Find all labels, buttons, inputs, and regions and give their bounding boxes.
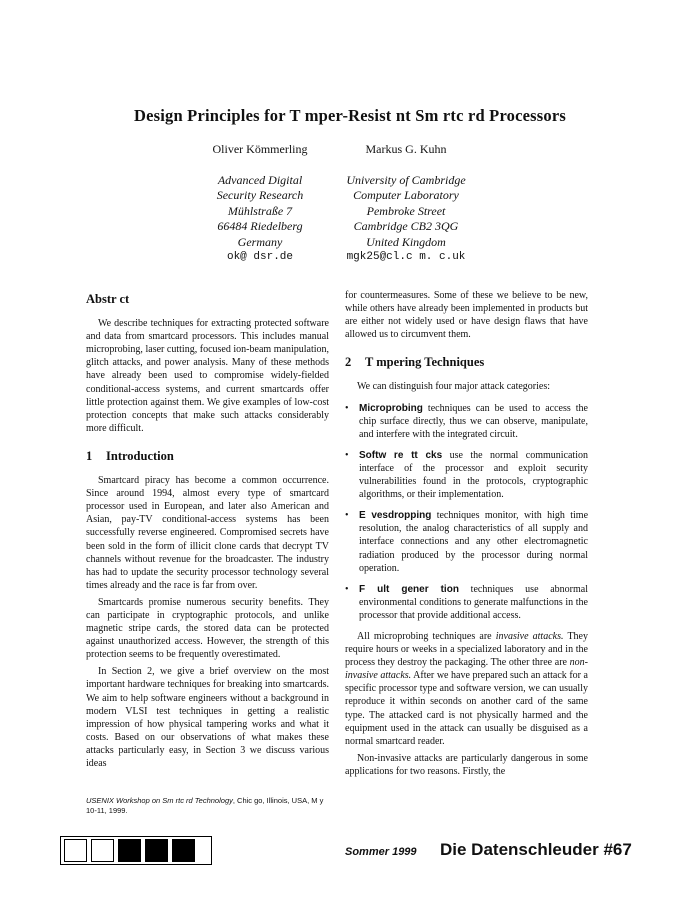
section-title: Introduction	[106, 448, 174, 463]
paragraph: Smartcard piracy has become a common occurrence. Since around 1994, almost every type of smartcard processor used in European, and later also American and Asian, pay-TV conditional-access systems has been successfully reverse engineered. Compromised secrets have been sold in the form of illicit clone cards that decrypt TV channels without revenue for the broadcaster. The industry has had to update the security processor technology several times already and the race is far from over.	[86, 475, 329, 591]
filled-square-icon	[172, 839, 195, 862]
paragraph: We can distinguish four major attack categories:	[357, 381, 551, 393]
paragraph: for countermeasures. Some of these we believe to be new, while others have already been implemented in products but are either not widely used or have design flaws that have allowed us to circumvent them.	[345, 290, 588, 341]
list-term: E vesdropping	[359, 510, 432, 522]
abstract-heading: Abstr ct	[86, 292, 130, 306]
list-item	[345, 449, 588, 501]
affiliation-line: Computer Laboratory	[353, 188, 459, 202]
list-text: use the normal communication interface of the processor and exploit security vulnerabilities found in the protocols, cryptographic algorithms, or their implementation.	[359, 449, 588, 501]
right-column	[345, 289, 588, 778]
text-run: They require hours or weeks in a specialized laboratory and in the process they destroy the packaging. The other three are	[345, 630, 588, 669]
bullet-icon: •	[345, 583, 349, 595]
author-block-1	[190, 142, 330, 266]
affiliation-line: Security Research	[216, 188, 304, 202]
affiliation-line: Pembroke Street	[366, 203, 446, 218]
attack-category-list	[345, 402, 588, 622]
text-run: After we have prepared such an attack for a specific processor type and software version, we can usually reproduce it within seconds on another card of the same type. The attacked card is not physically harmed and the equipment used in the attack can usually be disguised as a normal smartcard reader.	[345, 670, 588, 747]
author-name: Markus G. Kuhn	[365, 142, 447, 156]
affiliation-line: Germany	[237, 234, 283, 249]
list-text: techniques can be used to access the chip surface directly, thus we can observe, manipulate, and interfere with the integrated circuit.	[359, 402, 588, 440]
paragraph: In Section 2, we give a brief overview on the most important hardware techniques for breaking into smartcards. We aim to help software engineers without a background in modern VLSI test techniques in getting a realistic impression of how physical tampering works and what it costs. Based on our observations of what makes these attacks particularly easy, in Section 3 we discuss various ideas	[86, 666, 329, 769]
section-heading	[86, 450, 329, 463]
list-term: Microprobing	[359, 402, 423, 414]
list-item	[345, 402, 588, 441]
section-heading	[345, 356, 588, 369]
list-text: techniques monitor, with high time resolution, the analog characteristics of all supply and interface connections and any other electromagnetic radiation produced by the processor during normal operation.	[359, 510, 589, 574]
empty-square-icon	[91, 839, 114, 862]
affiliation-line: United Kingdom	[366, 234, 446, 249]
section-number: 2	[345, 355, 352, 370]
text-run: All microprobing techniques are	[357, 630, 496, 642]
affiliation-line: Mühlstraße 7	[227, 203, 293, 218]
bullet-icon: •	[345, 402, 349, 414]
section-number: 1	[86, 448, 93, 463]
author-block-2	[326, 142, 486, 266]
author-name: Oliver Kömmerling	[212, 142, 308, 156]
list-item	[345, 509, 588, 574]
footnote-rest: , Chic go, Illinois, USA, M y 10-11, 1999.	[86, 796, 324, 815]
filled-square-icon	[118, 839, 141, 862]
footer-magazine: Die Datenschleuder #67	[440, 840, 632, 859]
list-item	[345, 583, 588, 622]
affiliation-line: University of Cambridge	[346, 172, 466, 187]
empty-square-icon	[64, 839, 87, 862]
paragraph: Smartcards promise numerous security benefits. They can participate in cryptographic protocols, and unlike magnetic stripe cards, the stored data can be protected against unauthorized access. However, the strength of this protection seems to be frequently overestimated.	[86, 596, 329, 661]
bullet-icon: •	[345, 510, 349, 522]
emphasis: non-invasive attacks.	[345, 657, 588, 682]
footnote	[86, 796, 331, 816]
author-email: ok@ dsr.de	[226, 251, 293, 263]
list-term: F ult gener tion	[359, 583, 459, 595]
paper-title: Design Principles for T mper-Resist nt Sm rtc rd Processors	[133, 106, 567, 125]
footer-progress-boxes	[64, 839, 195, 862]
filled-square-icon	[145, 839, 168, 862]
emphasis: invasive attacks.	[495, 630, 564, 642]
paragraph: Non-invasive attacks are particularly dangerous in some applications for two reasons. Firstly, the	[345, 752, 588, 777]
section-title: T mpering Techniques	[365, 355, 485, 370]
list-text: techniques use abnormal environmental conditions to generate malfunctions in the processor that provide additional access.	[359, 583, 589, 621]
bullet-icon: •	[345, 449, 349, 461]
paragraph	[345, 630, 588, 748]
left-column	[86, 288, 329, 770]
affiliation-line: Advanced Digital	[217, 172, 303, 187]
footnote-venue: USENIX Workshop on Sm rtc rd Technology	[86, 796, 233, 805]
footer-issue: Sommer 1999	[345, 846, 417, 858]
list-term: Softw re tt cks	[359, 449, 443, 461]
author-email: mgk25@cl.c m. c.uk	[346, 251, 466, 263]
affiliation-line: Cambridge CB2 3QG	[353, 219, 459, 233]
affiliation-line: 66484 Riedelberg	[217, 219, 303, 233]
abstract-text: We describe techniques for extracting protected software and data from smartcard processors. This includes manual microprobing, laser cutting, focused ion-beam manipulation, glitch attacks, and power analysis. Many of these methods have already been used to compromise widely-fielded conditional-access systems, and current smartcards offer little protection against them. We give examples of low-cost protection concepts that make such attacks considerably more difficult.	[86, 318, 329, 434]
